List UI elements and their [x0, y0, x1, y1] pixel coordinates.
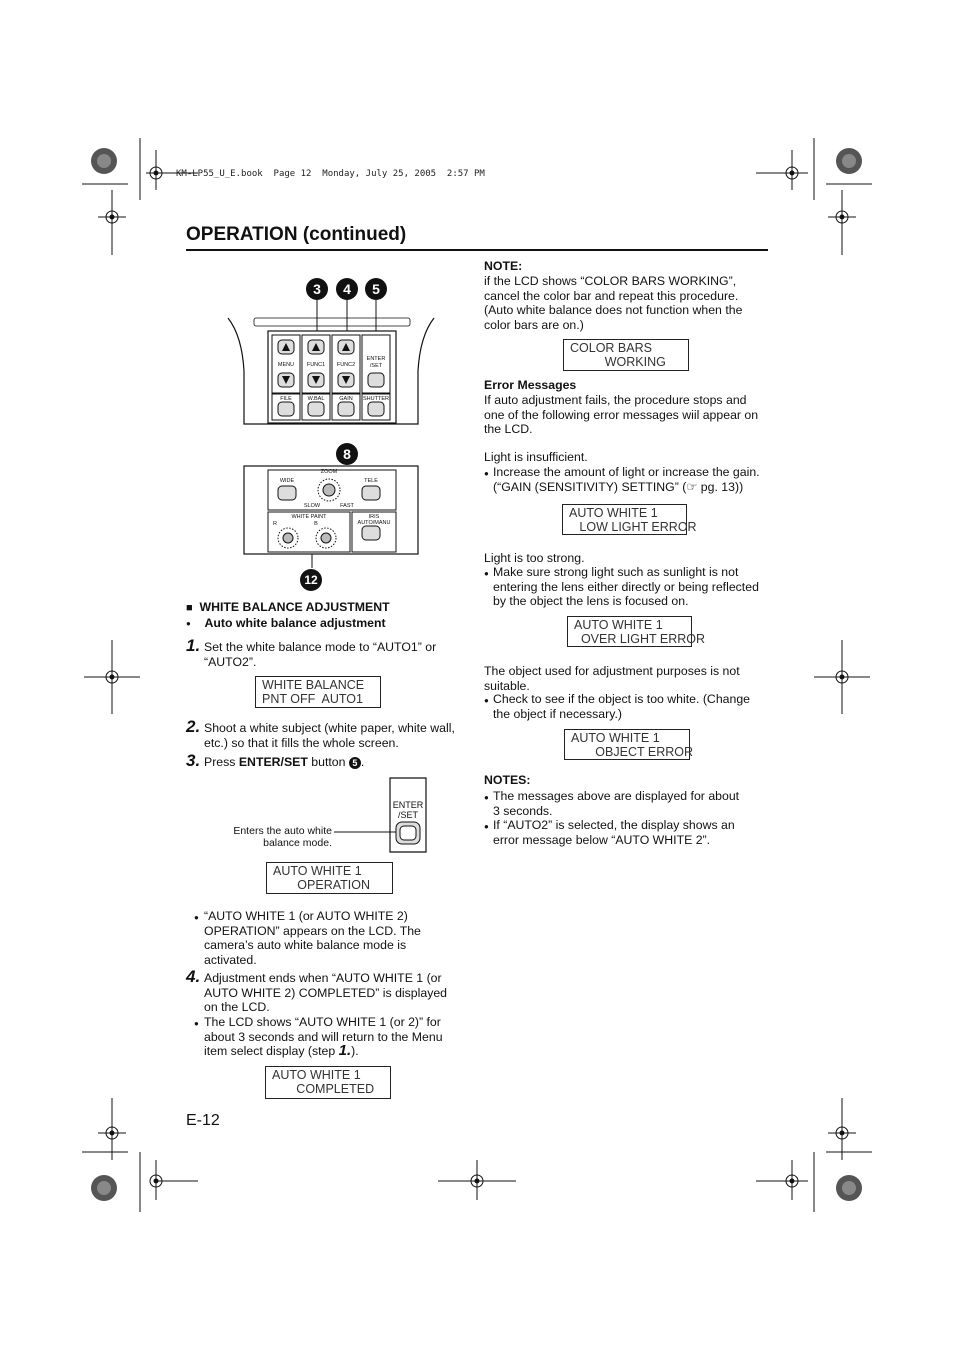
section-heading-row: ■ WHITE BALANCE ADJUSTMENT — [186, 600, 390, 614]
lcd-low-light-error: AUTO WHITE 1 LOW LIGHT ERROR — [562, 504, 687, 535]
object-text: The object used for adjustment purposes is not suitable. — [484, 664, 740, 693]
callout-3: 3 — [306, 278, 328, 300]
b-label: B — [314, 521, 318, 527]
note-heading: NOTE: — [484, 259, 523, 273]
slow-label: SLOW — [303, 503, 321, 509]
white-paint-label: WHITE PAINT — [291, 514, 327, 520]
step4-number: 4. — [186, 967, 201, 986]
title-rule — [186, 249, 768, 251]
lcd-auto-white-completed: AUTO WHITE 1 COMPLETED — [265, 1066, 391, 1099]
notes-heading: NOTES: — [484, 773, 531, 787]
step3-text: Press ENTER/SET button 5 . — [204, 755, 365, 769]
step2-number: 2. — [186, 717, 201, 736]
step1-text: Set the white balance mode to “AUTO1” or “AUTO2”. — [204, 640, 437, 669]
svg-text:/SET: /SET — [369, 363, 383, 369]
step3-number: 3. — [186, 751, 201, 770]
sub-heading: Auto white balance adjustment — [204, 616, 386, 630]
note-text: if the LCD shows “COLOR BARS WORKING”, cancel the color bar and repeat this procedure. (Auto white balance does not function when the color bars are on.) — [484, 274, 743, 332]
step2-text: Shoot a white subject (white paper, white wall, etc.) so that it fills the whole screen. — [204, 721, 455, 750]
error-text: If auto adjustment fails, the procedure stops and one of the following error messages wiil appear on the LCD. — [484, 393, 759, 436]
enter-caption: Enters the auto white balance mode. — [233, 825, 332, 849]
bullet1-text: “AUTO WHITE 1 (or AUTO WHITE 2) OPERATION” appears on the LCD. The camera’s auto white balance mode is activated. — [204, 909, 421, 967]
shutter-label: SHUTTER — [363, 396, 389, 402]
book-header-line: KM-LP55_U_E.book Page 12 Monday, July 25, 2005 2:57 PM — [176, 169, 485, 179]
lcd-over-light-error: AUTO WHITE 1 OVER LIGHT ERROR — [567, 616, 692, 647]
page-title: OPERATION (continued) — [186, 224, 407, 245]
bullet1: ● — [194, 913, 199, 922]
menu-label: MENU — [277, 362, 295, 368]
sub-heading-row: ● Auto white balance adjustment — [186, 616, 386, 630]
object-bullet: Check to see if the object is too white. (Change the object if necessary.) — [493, 692, 751, 721]
control-panel-figure — [222, 276, 444, 596]
step1-number: 1. — [186, 636, 201, 655]
page-number: E-12 — [186, 1112, 220, 1129]
svg-text:ENTER: ENTER — [366, 356, 386, 362]
iris-label: IRIS — [368, 514, 380, 520]
strong-light-title: Light is too strong. — [484, 551, 585, 565]
tele-label: TELE — [364, 478, 378, 484]
lcd-white-balance: WHITE BALANCE PNT OFF AUTO1 — [255, 676, 381, 708]
callout-5: 5 — [365, 278, 387, 300]
step3-callout: 5 — [349, 757, 361, 769]
gain-label: GAIN — [339, 396, 353, 402]
reference-icon: ☞ — [686, 479, 698, 494]
callout-8: 8 — [336, 443, 358, 465]
notes-bullet1: The messages above are displayed for about 3 seconds. — [493, 789, 740, 818]
error-heading: Error Messages — [484, 378, 577, 392]
wide-label: WIDE — [279, 478, 295, 484]
enter-set-label: ENTER /SET — [392, 800, 424, 820]
lcd-color-bars-working: COLOR BARS WORKING — [563, 339, 689, 371]
func2-label: FUNC2 — [336, 362, 356, 368]
step4-text: Adjustment ends when “AUTO WHITE 1 (or AUTO WHITE 2) COMPLETED” is displayed on the LCD. — [204, 971, 448, 1014]
auto-manu-label: AUTO/MANU — [357, 520, 391, 526]
low-light-bullet: Increase the amount of light or increase the gain. (“GAIN (SENSITIVITY) SETTING” (☞ pg. 13)) — [493, 465, 760, 494]
lcd-object-error: AUTO WHITE 1 OBJECT ERROR — [564, 729, 690, 760]
strong-light-bullet: Make sure strong light such as sunlight is not entering the lens either directly or being reflected by the object the lens is focused on. — [493, 565, 759, 608]
low-light-title: Light is insufficient. — [484, 450, 588, 464]
file-label: FILE — [280, 396, 292, 402]
callout-12: 12 — [300, 569, 322, 591]
notes-bullet2: If “AUTO2” is selected, the display shows an error message below “AUTO WHITE 2”. — [493, 818, 735, 847]
fast-label: FAST — [340, 503, 354, 509]
func1-label: FUNC1 — [306, 362, 326, 368]
bullet2-text: The LCD shows “AUTO WHITE 1 (or 2)” for about 3 seconds and will return to the Menu item select display (step 1.). — [204, 1015, 443, 1059]
lcd-auto-white-operation: AUTO WHITE 1 OPERATION — [266, 862, 393, 894]
zoom-label: ZOOM — [320, 469, 338, 475]
callout-4: 4 — [336, 278, 358, 300]
wbal-label: W.BAL — [307, 396, 325, 402]
section-heading: WHITE BALANCE ADJUSTMENT — [199, 600, 390, 614]
r-label: R — [273, 521, 277, 527]
